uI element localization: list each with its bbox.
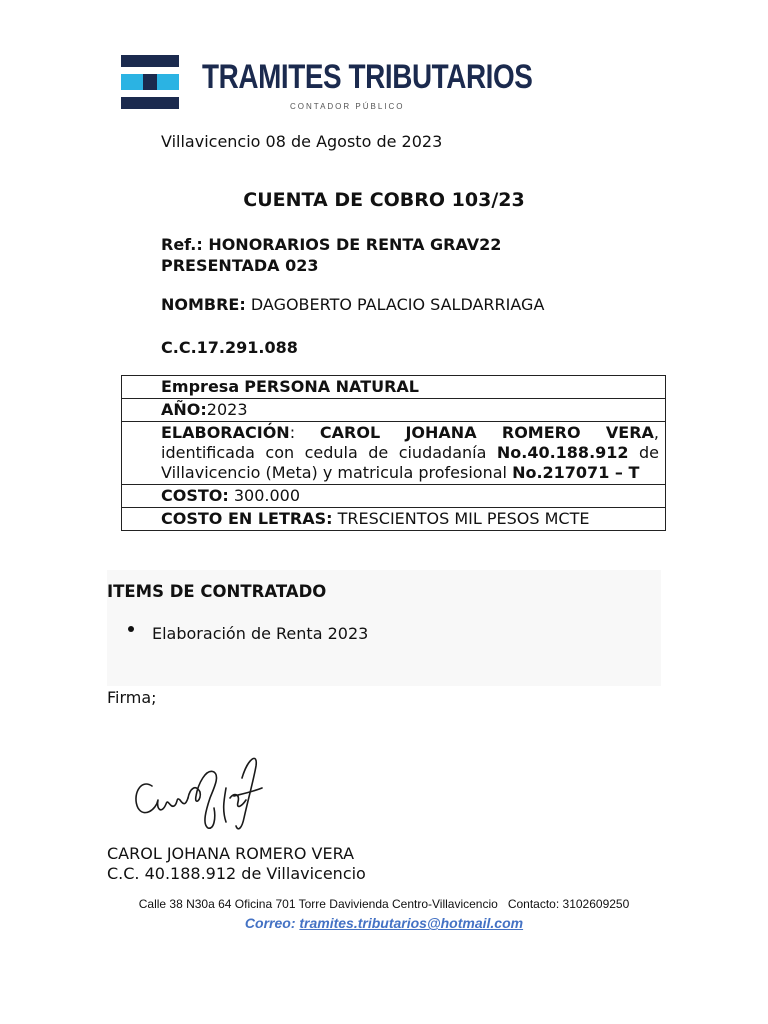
company-logo-subtitle: CONTADOR PÚBLICO bbox=[290, 102, 405, 111]
elaboracion-cedula: No.40.188.912 bbox=[496, 443, 629, 462]
ref-label: Ref.: bbox=[161, 235, 203, 254]
signer-cc: C.C. 40.188.912 de Villavicencio bbox=[107, 864, 366, 883]
ano-label: AÑO: bbox=[161, 400, 207, 419]
list-item: Elaboración de Renta 2023 bbox=[152, 624, 369, 643]
empresa-cell bbox=[122, 376, 666, 399]
elaboracion-cell bbox=[122, 422, 666, 485]
place-date: Villavicencio 08 de Agosto de 2023 bbox=[161, 132, 443, 151]
footer-email-label: Correo: bbox=[244, 915, 296, 931]
nombre-line bbox=[161, 295, 544, 315]
costo-label: COSTO: bbox=[161, 486, 229, 505]
table-row-ano bbox=[122, 399, 666, 422]
elaboracion-name: CAROL JOHANA ROMERO VERA bbox=[319, 423, 654, 442]
table-row-elaboracion bbox=[122, 422, 666, 485]
document-title: CUENTA DE COBRO 103/23 bbox=[243, 189, 525, 211]
costo-letras-cell bbox=[122, 508, 666, 531]
costo-cell bbox=[122, 485, 666, 508]
ref-line-2: PRESENTADA 023 bbox=[161, 256, 319, 275]
empresa-label: Empresa bbox=[161, 377, 240, 396]
ano-cell bbox=[122, 399, 666, 422]
elaboracion-label: ELABORACIÓN bbox=[161, 423, 290, 442]
costo-value: 300.000 bbox=[233, 486, 301, 505]
client-cc: C.C.17.291.088 bbox=[161, 338, 298, 357]
costo-letras-label: COSTO EN LETRAS: bbox=[161, 509, 333, 528]
empresa-value: PERSONA NATURAL bbox=[244, 377, 419, 396]
signer-name: CAROL JOHANA ROMERO VERA bbox=[107, 844, 355, 863]
nombre-value: DAGOBERTO PALACIO SALDARRIAGA bbox=[250, 295, 545, 314]
company-logo-mark bbox=[121, 55, 179, 109]
bullet-icon bbox=[128, 626, 134, 632]
elaboracion-text-1: , identificada con cedula de ciudadanía bbox=[161, 423, 659, 462]
nombre-label: NOMBRE: bbox=[161, 295, 246, 314]
firma-label: Firma; bbox=[107, 688, 157, 707]
handwritten-signature bbox=[130, 748, 270, 838]
footer-address: Calle 38 N30a 64 Oficina 701 Torre Davivienda Centro-Villavicencio Contacto: 3102609250 bbox=[138, 897, 630, 911]
footer-email-link[interactable]: tramites.tributarios@hotmail.com bbox=[299, 915, 524, 931]
ref-value-1: HONORARIOS DE RENTA GRAV22 bbox=[208, 235, 502, 254]
ref-line-1 bbox=[161, 235, 501, 255]
ano-value: 2023 bbox=[206, 400, 248, 419]
details-table bbox=[121, 375, 666, 531]
items-title: ITEMS DE CONTRATADO bbox=[107, 582, 327, 601]
company-logo-title: TRAMITES TRIBUTARIOS bbox=[202, 58, 533, 96]
elaboracion-sep: : bbox=[289, 423, 296, 442]
table-row-costo bbox=[122, 485, 666, 508]
table-row-empresa bbox=[122, 376, 666, 399]
elaboracion-text-2: de Villavicencio (Meta) y matricula profesional bbox=[161, 443, 660, 482]
elaboracion-matricula: No.217071 – T bbox=[512, 463, 640, 482]
footer-email-line bbox=[0, 915, 768, 931]
table-row-costo-letras bbox=[122, 508, 666, 531]
costo-letras-value: TRESCIENTOS MIL PESOS MCTE bbox=[337, 509, 590, 528]
